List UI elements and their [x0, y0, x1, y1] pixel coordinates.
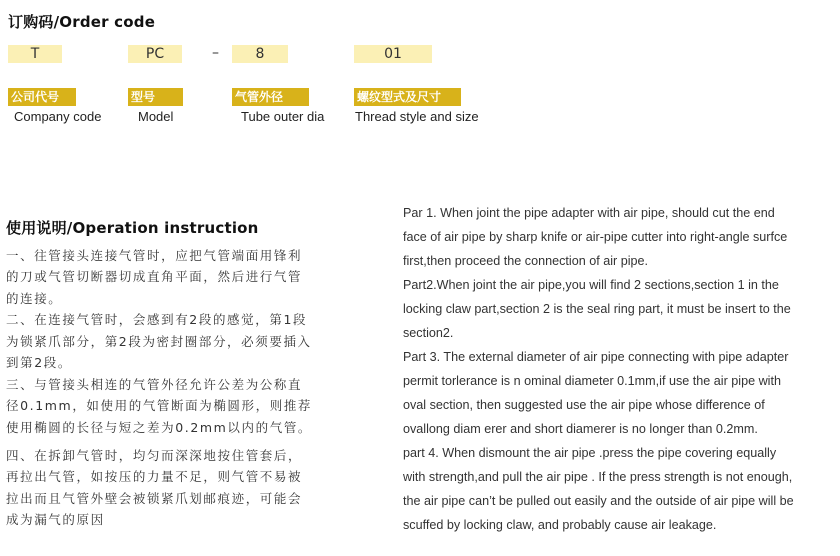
model-caption: Model — [138, 109, 174, 124]
en-line: oval section, then suggested use the air pipe whose difference of — [403, 398, 765, 412]
en-line: part 4. When dismount the air pipe .press the pipe covering equally — [403, 446, 777, 460]
cn-line: 的连接。 — [6, 291, 63, 306]
thread-label: 螺纹型式及尺寸 — [354, 88, 461, 106]
en-line: the air pipe can’t be pulled out easily and the outside of air pipe will be — [403, 494, 794, 508]
tube-dia-caption: Tube outer dia — [241, 109, 325, 124]
en-line: first,then proceed the connection of air pipe. — [403, 254, 649, 268]
en-line: permit torlerance is n ominal diameter 0.1mm,if use the air pipe with — [403, 374, 781, 388]
tube-dia-code-value: 8 — [232, 45, 288, 63]
cn-line: 拉出而且气管外壁会被锁紧爪划邮痕迹，可能会 — [6, 491, 303, 506]
thread-caption: Thread style and size — [355, 109, 479, 124]
company-code-value: T — [8, 45, 62, 63]
cn-line: 的刀或气管切断器切成直角平面，然后进行气管 — [6, 269, 303, 284]
cn-line: 四、在拆卸气管时，均匀而深深地按住管套后， — [6, 448, 303, 463]
en-line: Part 3. The external diameter of air pipe connecting with pipe adapter — [403, 350, 789, 364]
en-line: with strength,and pull the air pipe . If the press strength is not enough, — [403, 470, 793, 484]
company-code-caption: Company code — [14, 109, 102, 124]
model-label: 型号 — [128, 88, 183, 106]
cn-line: 成为漏气的原因 — [6, 512, 105, 527]
cn-line: 到第2段。 — [6, 355, 72, 370]
en-line: Par 1. When joint the pipe adapter with air pipe, should cut the end — [403, 206, 775, 220]
thread-code-value: 01 — [354, 45, 432, 63]
en-line: section2. — [403, 326, 454, 340]
cn-line: 一、往管接头连接气管时，应把气管端面用锋利 — [6, 248, 303, 263]
en-line: ovallong diam erer and short diamerer is no longer than 0.2mm. — [403, 422, 758, 436]
cn-line: 二、在连接气管时，会感到有2段的感觉，第1段 — [6, 312, 308, 327]
en-line: scuffed by locking claw, and probably cause air leakage. — [403, 518, 717, 532]
code-separator-dash: – — [212, 45, 219, 61]
cn-line: 三、与管接头相连的气管外径允许公差为公称直 — [6, 377, 303, 392]
en-line: face of air pipe by sharp knife or air-pipe cutter into right-angle surfce — [403, 230, 788, 244]
order-code-heading: 订购码/Order code — [8, 13, 156, 31]
cn-line: 为锁紧爪部分，第2段为密封圈部分，必须要插入 — [6, 334, 312, 349]
operation-heading: 使用说明/Operation instruction — [6, 219, 259, 237]
en-line: Part2.When joint the air pipe,you will find 2 sections,section 1 in the — [403, 278, 779, 292]
tube-dia-label: 气管外径 — [232, 88, 309, 106]
cn-line: 径0.1mm，如使用的气管断面为椭圆形，则推荐 — [6, 398, 313, 413]
cn-line: 使用椭圆的长径与短之差为0.2mm以内的气管。 — [6, 420, 313, 435]
en-line: locking claw part,section 2 is the seal ring part, it must be insert to the — [403, 302, 791, 316]
company-code-label: 公司代号 — [8, 88, 76, 106]
cn-line: 再拉出气管，如按压的力量不足，则气管不易被 — [6, 469, 303, 484]
model-code-value: PC — [128, 45, 182, 63]
